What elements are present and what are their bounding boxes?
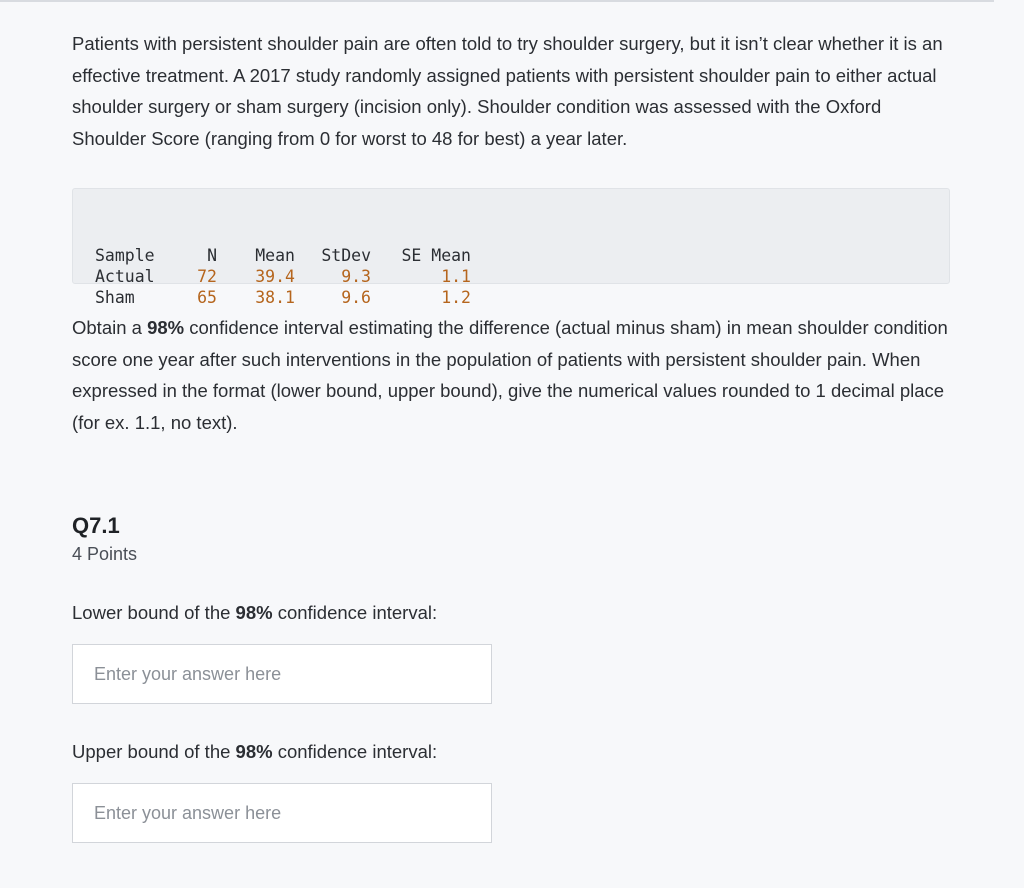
stats-row-actual bbox=[95, 266, 471, 287]
lower-bound-input[interactable] bbox=[72, 644, 492, 704]
lower-prompt-before: Lower bound of the bbox=[72, 602, 236, 623]
task-text-before: Obtain a bbox=[72, 317, 148, 338]
task-confidence-level: 98% bbox=[147, 317, 185, 338]
stats-table bbox=[95, 245, 471, 308]
question-content bbox=[72, 28, 952, 843]
stats-code-block bbox=[72, 188, 950, 307]
header-se-mean: SE Mean bbox=[401, 246, 471, 265]
upper-prompt-before: Upper bound of the bbox=[72, 741, 236, 762]
question-title: Q7.1 bbox=[72, 513, 120, 538]
header-n: N bbox=[207, 246, 217, 265]
lower-prompt-level: 98% bbox=[235, 602, 273, 623]
cell-n: 72 bbox=[197, 267, 217, 286]
lower-bound-prompt bbox=[72, 600, 952, 626]
cell-mean: 38.1 bbox=[255, 288, 295, 307]
cell-n: 65 bbox=[197, 288, 217, 307]
header-mean: Mean bbox=[255, 246, 295, 265]
task-paragraph bbox=[72, 312, 952, 438]
stats-row-sham bbox=[95, 287, 471, 308]
task-text-after: confidence interval estimating the difference (actual minus sham) in mean shoulder condition score one year after such interventions in the population of patients with persistent shoulder pain. When expressed in the format (lower bound, upper bound), give the numerical values rounded to 1 decimal place (for ex. 1.1, no text). bbox=[72, 317, 948, 433]
upper-prompt-after: confidence interval: bbox=[272, 741, 438, 762]
cell-mean: 39.4 bbox=[255, 267, 295, 286]
upper-bound-prompt bbox=[72, 739, 952, 765]
upper-prompt-level: 98% bbox=[235, 741, 273, 762]
intro-paragraph: Patients with persistent shoulder pain are often told to try shoulder surgery, but it isn’t clear whether it is an effective treatment. A 2017 study randomly assigned patients with persistent shoulder pain to either actual shoulder surgery or sham surgery (incision only). Shoulder condition was assessed with the Oxford Shoulder Score (ranging from 0 for worst to 48 for best) a year later. bbox=[72, 33, 943, 149]
row-label: Actual bbox=[95, 267, 155, 286]
header-sample: Sample bbox=[95, 246, 155, 265]
upper-bound-input[interactable] bbox=[72, 783, 492, 843]
row-label: Sham bbox=[95, 288, 135, 307]
cell-se-mean: 1.2 bbox=[441, 288, 471, 307]
cell-stdev: 9.6 bbox=[341, 288, 371, 307]
stats-header-row bbox=[95, 245, 471, 266]
cell-stdev: 9.3 bbox=[341, 267, 371, 286]
top-divider bbox=[0, 0, 994, 2]
cell-se-mean: 1.1 bbox=[441, 267, 471, 286]
question-points: 4 Points bbox=[72, 544, 138, 564]
lower-prompt-after: confidence interval: bbox=[272, 602, 438, 623]
header-stdev: StDev bbox=[321, 246, 371, 265]
